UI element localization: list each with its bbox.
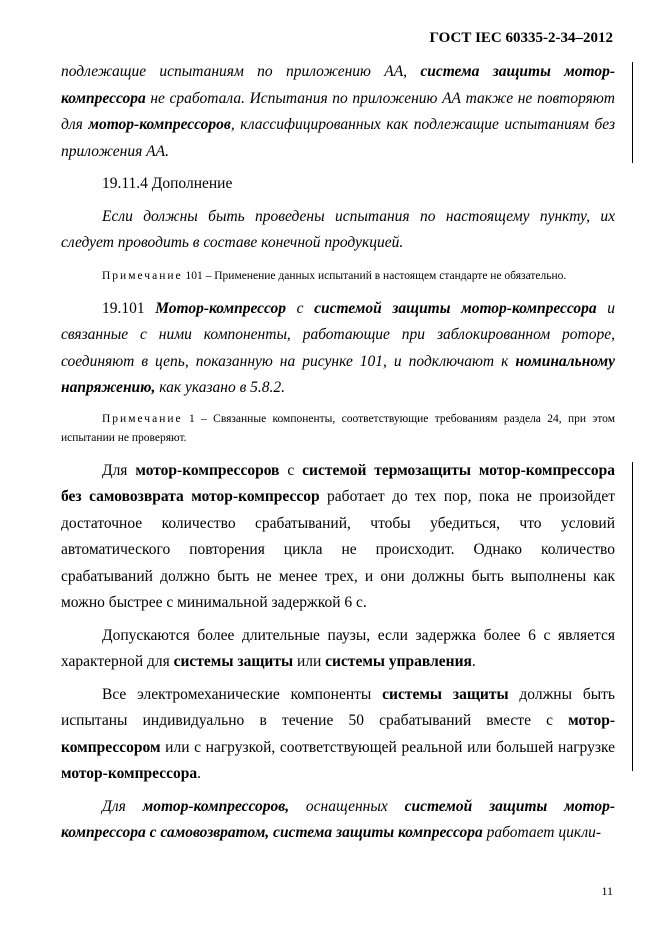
change-bar-bottom: [632, 462, 633, 771]
paragraph-thermal-protection: Для мотор-компрессоров с системой термозащиты мотор-компрессора без самовозврата мотор-компрессор работает до тех пор, пока не произойдет достаточное количество срабатываний, чтобы убедиться, что условий автоматического повторения цикла не происходит. Однако количество срабатываний должно быть не менее трех, и они должны быть выполнены как можно быстрее с минимальной задержкой 6 с.: [61, 461, 616, 611]
paragraph-longer-pauses: Допускаются более длительные паузы, если задержка более 6 с является характерной для системы защиты или системы управления.: [61, 626, 615, 670]
paragraph-electromechanical: Все электромеханические компоненты системы защиты должны быть испытаны индивидуально в течение 50 срабатываний вместе с мотор-компрессором или с нагрузкой, соответствующей реальной или большей нагрузке мотор-компрессора.: [61, 685, 615, 782]
paragraph-self-reset: Для мотор-компрессоров, оснащенных системой защиты мотор-компрессора с самовозвратом, система защиты компрессора работает цикли-: [61, 797, 615, 841]
note-1: Примечание 1 – Связанные компоненты, соответствующие требованиям раздела 24, при этом испытании не проверяют.: [61, 412, 615, 444]
main-text: [61, 59, 615, 847]
section-19-101: 19.101 Мотор-компрессор с системой защиты мотор-компрессора и связанные с ними компоненты, работающие при заблокированном роторе, соединяют в цепь, показанную на рисунке 101, и подключают к номинальному напряжению, как указано в 5.8.2.: [61, 299, 616, 396]
paragraph-addition: Если должны быть проведены испытания по настоящему пункту, их следует проводить в составе конечной продукцией.: [61, 207, 615, 251]
paragraph-continuation: подлежащие испытаниям по приложению АА, система защиты мотор-компрессора не сработала. Испытания по приложению АА также не повторяют для мотор-компрессоров, классифицированных как подлежащие испытаниям без приложения АА.: [61, 63, 615, 160]
document-header: ГОСТ IEC 60335-2-34–2012: [429, 30, 613, 46]
note-101: Примечание 101 – Применение данных испытаний в настоящем стандарте не обязательно.: [102, 269, 567, 282]
section-heading-19-11-4: 19.11.4 Дополнение: [102, 175, 233, 192]
page-number: 11: [601, 884, 613, 898]
change-bar-top: [632, 62, 633, 163]
